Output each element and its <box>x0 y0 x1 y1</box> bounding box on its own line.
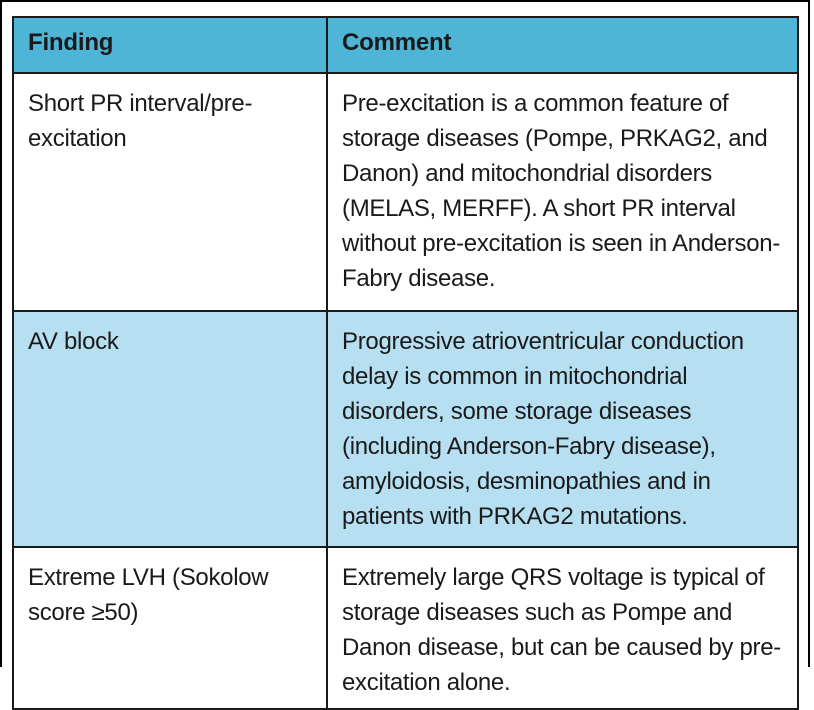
table-row <box>13 311 798 547</box>
findings-table <box>12 16 799 710</box>
comment-cell: Progressive atrioventricular conduction delay is common in mitochondrial disorders, some storage diseases (including Anderson-Fabry disease), amyloidosis, desminopathies and in patients with PRKAG2 mutations. <box>327 311 798 547</box>
finding-cell: AV block <box>13 311 327 547</box>
table-row <box>13 547 798 709</box>
column-header-comment: Comment <box>327 17 798 73</box>
table-row <box>13 73 798 311</box>
comment-cell: Extremely large QRS voltage is typical of storage diseases such as Pompe and Danon disease, but can be caused by pre-excitation alone. <box>327 547 798 709</box>
table-header-row <box>13 17 798 73</box>
comment-cell: Pre-excitation is a common feature of storage diseases (Pompe, PRKAG2, and Danon) and mitochondrial disorders (MELAS, MERFF). A short PR interval without pre-excitation is seen in Anderson-Fabry disease. <box>327 73 798 311</box>
column-header-finding: Finding <box>13 17 327 73</box>
finding-cell: Short PR interval/pre-excitation <box>13 73 327 311</box>
finding-cell: Extreme LVH (Sokolow score ≥50) <box>13 547 327 709</box>
